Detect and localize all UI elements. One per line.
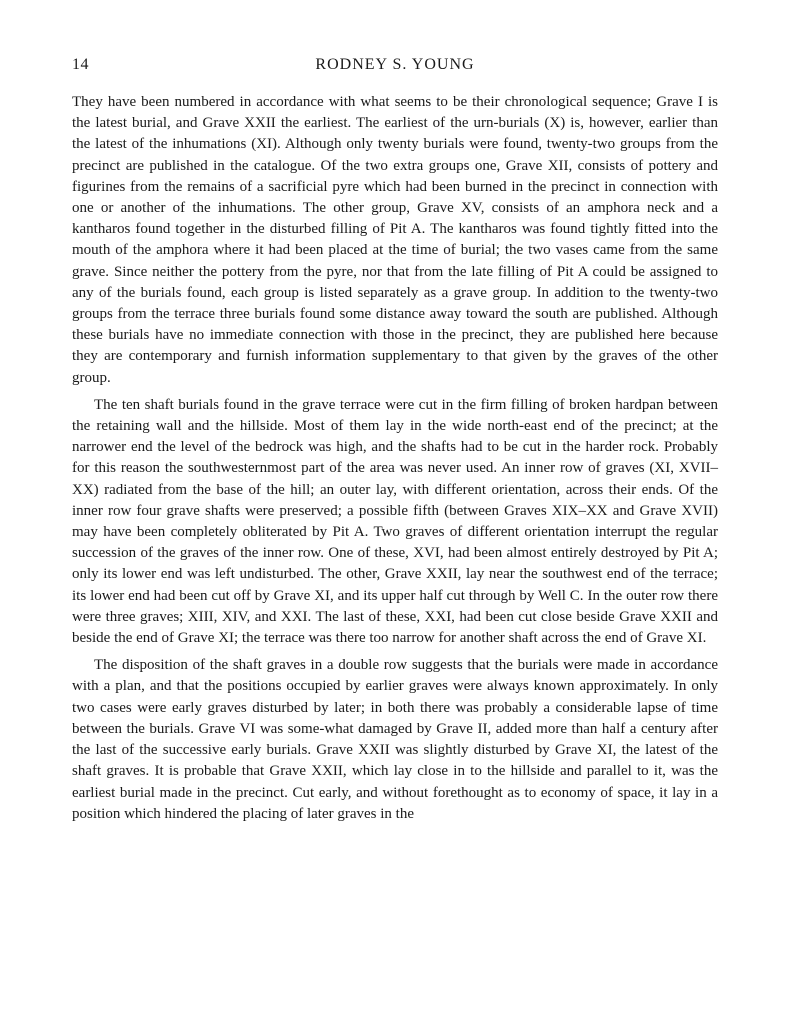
page-number: 14: [72, 56, 89, 73]
header-author: RODNEY S. YOUNG: [315, 56, 475, 73]
paragraph-2: The ten shaft burials found in the grave terrace were cut in the firm filling of broken hardpan between the retaining wall and the hillside. Most of them lay in the wide north-east end of the precinct; at the narrower end the level of the bedrock was high, and the shafts had to be cut in the harder rock. Probably for this reason the southwesternmost part of the area was never used. An inner row of graves (XI, XVII–XX) radiated from the base of the hill; an outer lay, with different orientation, across their ends. Of the inner row four grave shafts were preserved; a possible fifth (between Graves XIX–XX and Grave XVII) may have been completely obliterated by Pit A. Two graves of different orientation interrupt the regular succession of the graves of the inner row. One of these, XVI, had been almost entirely destroyed by Pit A; only its lower end was left undisturbed. The other, Grave XXII, lay near the southwest end of the terrace; its lower end had been cut off by Grave XI, and its upper half cut through by Well C. In the outer row there were three graves; XIII, XIV, and XXI. The last of these, XXI, had been cut close beside Grave XXII and beside the end of Grave XI; the terrace was there too narrow for another shaft across the end of Grave XI.: [72, 396, 718, 647]
running-head: [72, 56, 718, 82]
page: [72, 56, 718, 831]
body-text: [72, 92, 718, 825]
paragraph-3: The disposition of the shaft graves in a double row suggests that the burials were made in accordance with a plan, and that the positions occupied by earlier graves were always known approximately. In only two cases were early graves disturbed by later; in both there was probably a considerable lapse of time between the burials. Grave VI was some-what damaged by Grave II, added more than half a century after the last of the successive early burials. Grave XXII was slightly disturbed by Grave XI, the latest of the shaft graves. It is probable that Grave XXII, which lay close in to the hillside and parallel to it, was the earliest burial made in the precinct. Cut early, and without forethought as to economy of space, it lay in a position which hindered the placing of later graves in the: [72, 657, 718, 822]
paragraph-1: They have been numbered in accordance with what seems to be their chronological sequence; Grave I is the latest burial, and Grave XXII the earliest. The earliest of the urn-burials (X) is, however, earlier than the latest of the inhumations (XI). Although only twenty burials were found, twenty-two groups from the precinct are published in the catalogue. Of the two extra groups one, Grave XII, consists of pottery and figurines from the remains of a sacrificial pyre which had been burned in the precinct in connection with one or another of the inhumations. The other group, Grave XV, consists of an amphora neck and a kantharos found together in the disturbed filling of Pit A. The kantharos was found tightly fitted into the mouth of the amphora where it had been placed at the time of burial; the two vases came from the same grave. Since neither the pottery from the pyre, nor that from the late filling of Pit A could be assigned to any of the burials found, each group is listed separately as a grave group. In addition to the twenty-two groups from the terrace three burials found some distance away toward the south are published. Although these burials have no immediate connection with those in the precinct, they are published here because they are contemporary and furnish information supplementary to that given by the graves of the other group.: [72, 94, 718, 386]
